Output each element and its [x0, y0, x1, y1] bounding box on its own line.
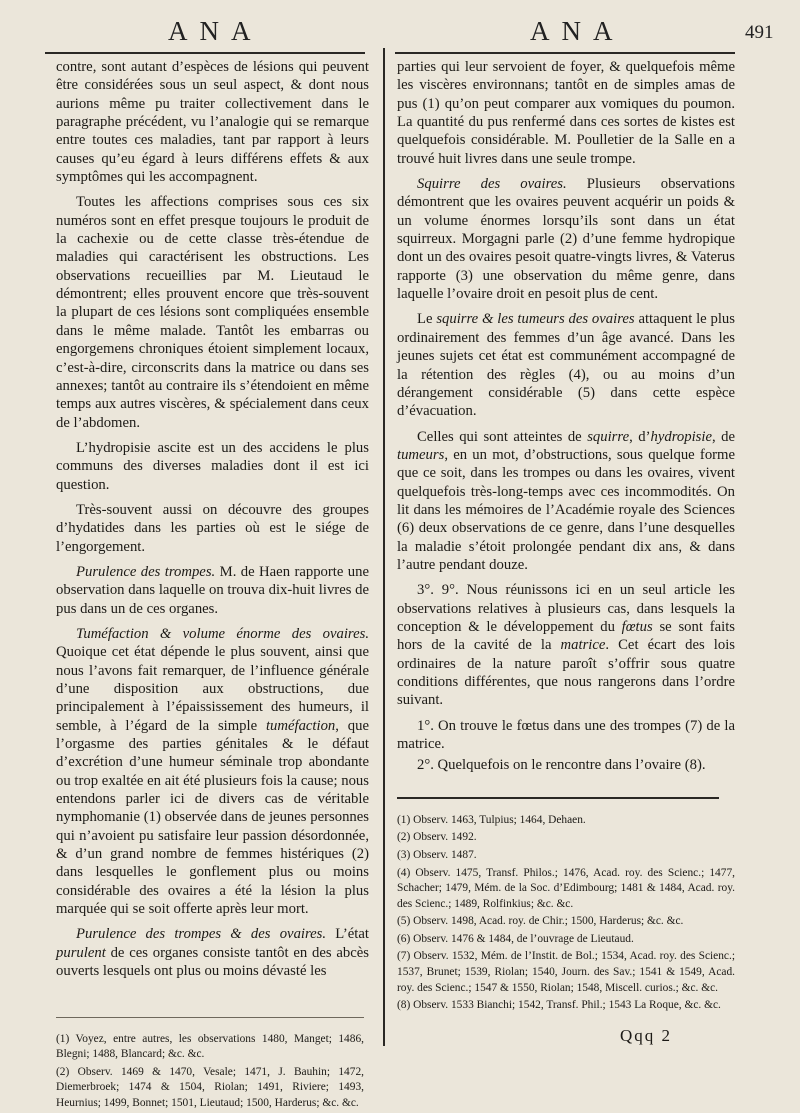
page-number: 491 [745, 22, 774, 43]
paragraph [397, 581, 735, 709]
footnote: (2) Observ. 1492. [397, 831, 477, 844]
paragraph-text: , d’ [629, 428, 651, 445]
paragraph-text: Plusieurs observations démontrent que les ovaires peuvent acquérir un poids & un volume énormes lorsqu’ils sont dans un état squirreux. Morgagni parle (2) d’une femme hydropique dont un des ovaires pesoit quatre-vingts livres, & Vaterus rapporte (3) une observation du même genre, dans laquelle l’ovaire droit en pesoit plus de cent. [397, 176, 735, 303]
footnotes-left [56, 1017, 364, 1112]
paragraph-text: Celles qui sont atteintes de [417, 428, 588, 445]
section-heading: Purulence des trompes & des ovaires. [76, 926, 327, 943]
paragraph-text: , que l’orgasme des parties génitales & le défaut d’excrétion d’une humeur séminale trop abondante ou trop exaltée en ait été plusieurs fois la cause; nous entendons parler ici de divers cas de véritable nymphomanie (1) observée dans de jeunes personnes qui n’avoient pu satisfaire leur passion désordonnée, & d’un grand nombre de femmes histériques (2) dans lesquelles le gonflement plus ou moins considérable des ovaires a été la lésion la plus marquée qui se soit offerte après leur mort. [56, 717, 369, 918]
paragraph-text: Quoique cet état dépende le plus souvent, ainsi que nous l’avons fait remarquer, de l’influence générale d’une disposition aux obstructions, due principalement à l’épaississement des humeurs, il semble, à l’égard de la simple [56, 644, 369, 734]
italic-term: tuméfaction [265, 717, 336, 734]
footnote: (3) Observ. 1487. [397, 848, 477, 861]
footnote: (2) Observ. 1469 & 1470, Vesale; 1471, J. Bauhin; 1472, Diemerbroek; 1474 & 1504, Riolan; 1491, Riviere; 1493, Heurnius; 1499, Bonnet; 1501, Lieutaud; 1500, Harderus; &c. &c. [56, 1065, 364, 1109]
footnote: (4) Observ. 1475, Transf. Philos.; 1476, Acad. roy. des Scienc.; 1477, Schacher; 1479, Mém. de la Soc. d’Edimbourg; 1481 & 1484, Acad. roy. des Scienc.; 1489, Rolfinkius; &c. &c. [397, 866, 735, 910]
italic-term: purulent [56, 944, 106, 961]
paragraph: L’hydropisie ascite est un des accidens le plus communs des diverses maladies dont il est ici question. [56, 439, 369, 493]
footnote-separator [397, 797, 719, 799]
paragraph [56, 625, 369, 919]
italic-term: fœtus [621, 618, 653, 635]
footnote: (7) Observ. 1532, Mém. de l’Instit. de Bol.; 1534, Acad. roy. des Scienc.; 1537, Brunet; 1539, Riolan; 1540, Journ. des Sav.; 1541 & 1549, Acad. roy. des Scienc.; 1547 & 1550, Riolan; 1548, Miscell. curios.; &c. &c. [397, 950, 735, 994]
signature-mark: Qqq 2 [620, 1026, 673, 1045]
paragraph-text: attaquent le plus ordinairement des femmes d’un âge avancé. Dans les jeunes sujets cet état est communément accompagné de la rétention des règles (4), ou au moins d’un dérangement considérable (5) dans cette espèce d’évacuation. [397, 311, 735, 420]
header-rule-left [45, 52, 365, 54]
running-head-left: ANA [168, 16, 263, 46]
footnote: (6) Observ. 1476 & 1484, de l’ouvrage de Lieutaud. [397, 932, 634, 945]
paragraph-text: M. de Haen rapporte une observation dans laquelle on trouva dix-huit livres de pus dans un de ces organes. [56, 563, 369, 617]
paragraph [56, 563, 369, 618]
paragraph: parties qui leur servoient de foyer, & quelquefois même les viscères environnans; tantôt en de simples amas de pus (1) qu’on peut comparer aux vomiques du poumon. La quantité du pus renfermé dans ces sortes de kistes est quelquefois considérable. M. Poulletier de la Salle en a trouvé huit livres dans une seule trompe. [397, 59, 735, 167]
paragraph [397, 310, 735, 420]
paragraph: contre, sont autant d’espèces de lésions qui peuvent être considérées sous un seul aspect, & dont nous aurions même pu traiter collectivement dans le paragraphe précédent, vu l’analogie qui se remarque entre toutes ces maladies, tant par rapport à leurs causes qu’eu égard à leurs différens effets & aux symptômes qui les accompagnent. [56, 59, 369, 186]
paragraph [397, 175, 735, 303]
paragraph: Très-souvent aussi on découvre des groupes d’hydatides dans les parties où est le siége de l’engorgement. [56, 501, 369, 555]
footnote: (1) Voyez, entre autres, les observations 1480, Manget; 1486, Blegni; 1488, Blancard; &c. &c. [56, 1032, 364, 1061]
footnote: (8) Observ. 1533 Bianchi; 1542, Transf. Phil.; 1543 La Roque, &c. &c. [397, 999, 721, 1012]
paragraph-text: Le [417, 311, 437, 328]
section-heading: Purulence des trompes. [76, 563, 216, 580]
paragraph-text: se sont faits hors de la cavité de la [397, 618, 735, 654]
paragraph: Toutes les affections comprises sous ces six numéros sont en effet presque toujours le produit de la cachexie ou de cette classe très-étendue de maladies qui caractérisent les obstructions. Les observations recueillies par M. Lieutaud le démontrent; elles prouvent encore que très-souvent la plupart de ces lésions sont compliquées ensemble dans le même malade. Tantôt les embarras ou engorgemens chroniques étoient simplement locaux, c’est-à-dire, circonscrits dans la matrice ou dans ses annexes; tantôt au contraire ils s’étendoient en même temps aux autres viscères, & spécialement dans ceux de l’abdomen. [56, 194, 369, 431]
italic-term: squirre & les tumeurs des ovaires [436, 311, 635, 328]
italic-term: squirre [587, 428, 630, 445]
paragraph [397, 428, 735, 575]
paragraph: 1°. On trouve le fœtus dans une des trompes (7) de la matrice. [397, 717, 735, 753]
paragraph [56, 925, 369, 980]
footnote: (5) Observ. 1498, Acad. roy. de Chir.; 1500, Harderus; &c. &c. [397, 915, 684, 928]
paragraph-text: 3°. 9°. Nous réunissons ici en un seul article les observations relatives à plusieurs cas, dans lesquels la conception & le développement du [397, 582, 735, 635]
footnote: (1) Observ. 1463, Tulpius; 1464, Dehaen. [397, 813, 586, 826]
italic-term: hydropisie [650, 428, 712, 445]
paragraph-text: , en un mot, d’obstructions, sous quelque forme que ce soit, dans les trompes ou dans les ovaires, vivent quelquefois très-long-temps avec ces incommodités. On lit dans les mémoires de l’Académie royale des Sciences (6) deux observations de ce genre, dans l’une desquelles la maladie s’étoit prolongée pendant dix ans, & dans l’autre pendant douze. [397, 446, 735, 573]
header-rule-right [395, 52, 735, 54]
section-heading: Squirre des ovaires. [417, 176, 567, 193]
italic-term: matrice [560, 637, 606, 654]
paragraph-text: L’état [326, 926, 369, 943]
paragraph-text: . Cet écart des lois ordinaires de la nature paroît s’offrir sous quatre conditions différentes, que nous rangerons dans l’ordre suivant. [397, 637, 735, 709]
paragraph: 2°. Quelquefois on le rencontre dans l’ovaire (8). [417, 757, 706, 774]
running-head-right: ANA [530, 16, 625, 46]
paragraph-text: , de [711, 428, 735, 445]
section-heading: Tuméfaction & volume énorme des ovaires. [76, 625, 369, 642]
paragraph-text: de ces organes consiste tantôt en des abcès ouverts lesquels ont plus ou moins dévasté les [56, 944, 369, 980]
right-column [397, 58, 735, 1016]
italic-term: tumeurs [397, 446, 445, 463]
left-column [56, 58, 369, 1113]
column-divider [383, 48, 385, 1046]
